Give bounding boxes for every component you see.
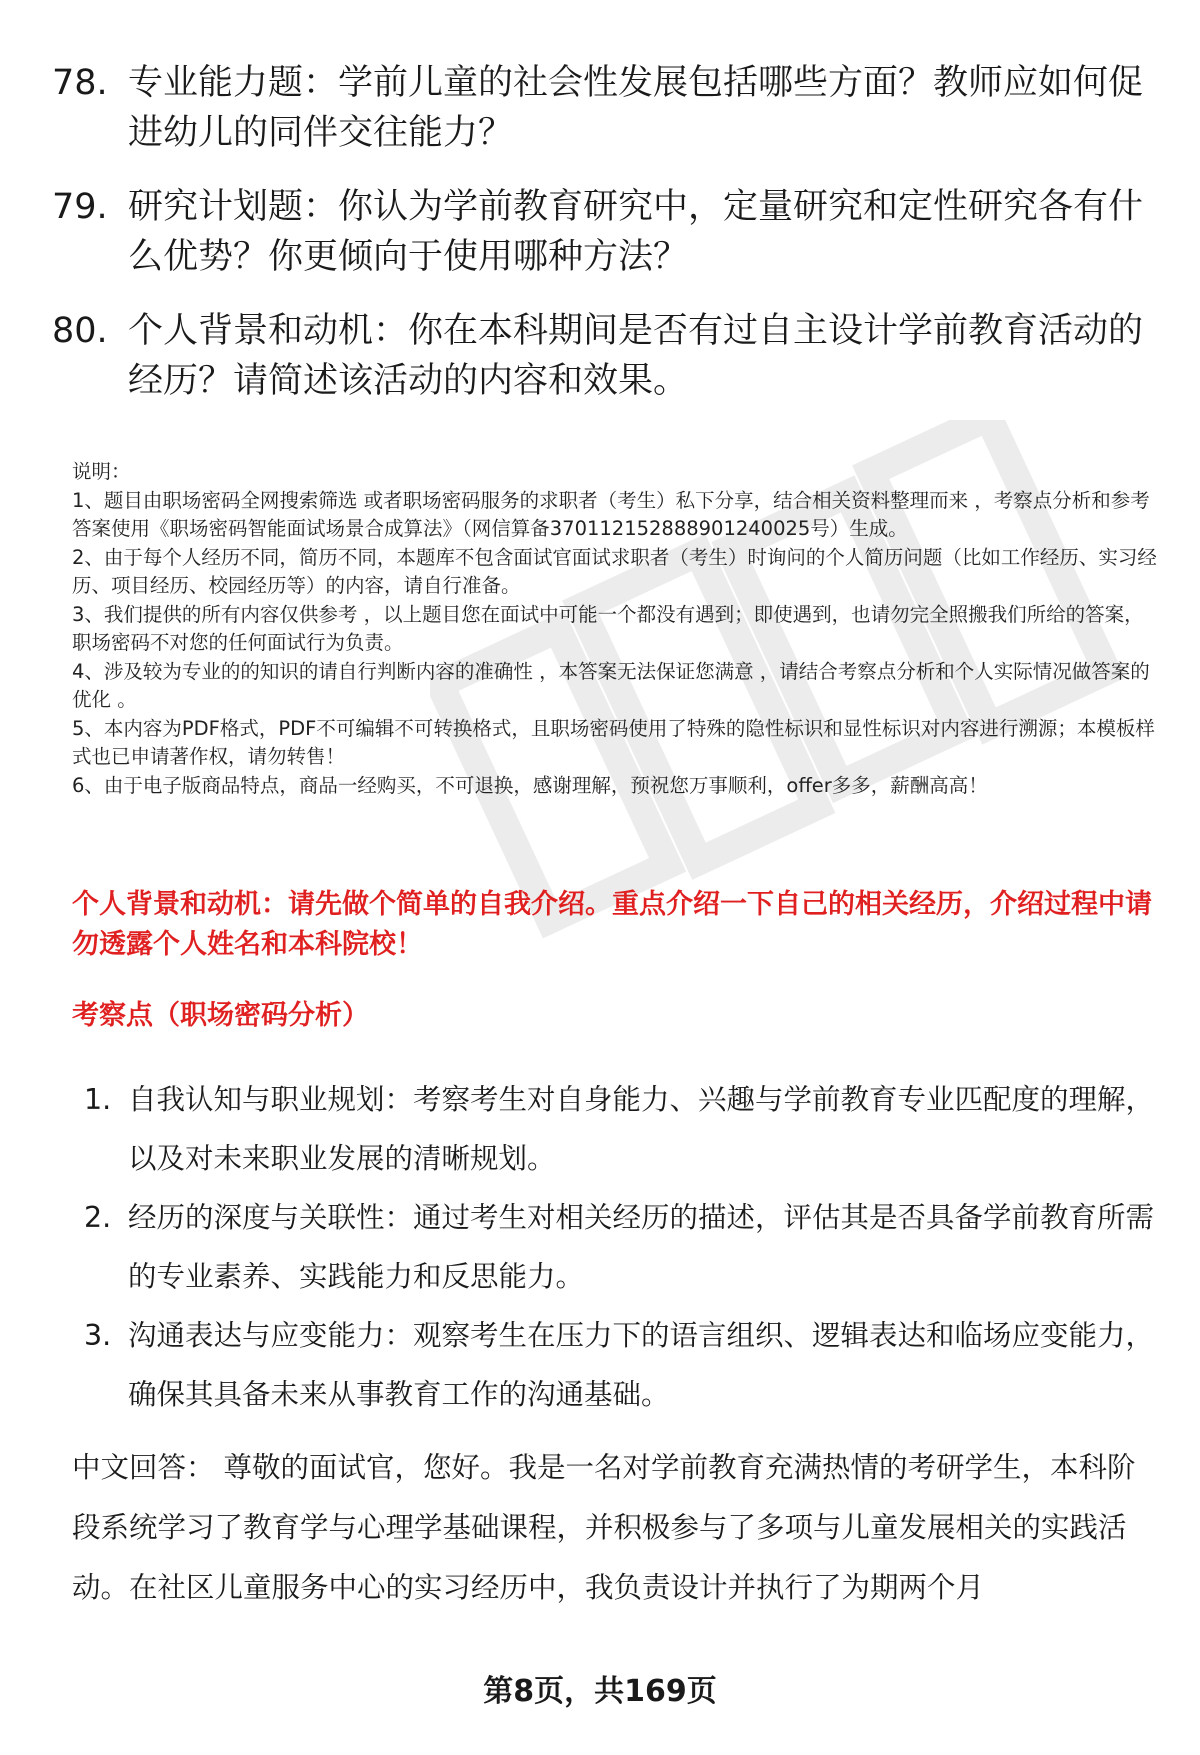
- question-list: [52, 58, 1162, 430]
- analysis-point: [84, 1070, 1164, 1188]
- note-item: 1、题目由职场密码全网搜索筛选 或者职场密码服务的求职者（考生）私下分享，结合相关资料整理而来 ，考察点分析和参考答案使用《职场密码智能面试场景合成算法》（网信算备370112152888901240025号）生成。: [72, 488, 1150, 540]
- note-item: 4、涉及较为专业的的知识的请自行判断内容的准确性 ，本答案无法保证您满意 ，请结合考察点分析和个人实际情况做答案的优化 。: [72, 659, 1150, 711]
- page-footer: 第8页，共169页: [483, 1674, 717, 1709]
- point-number: 1.: [84, 1083, 112, 1116]
- analysis-points: [84, 1070, 1164, 1424]
- question-item: [52, 58, 1162, 158]
- question-text: 个人背景和动机：你在本科期间是否有过自主设计学前教育活动的经历？请简述该活动的内容和效果。: [128, 311, 1144, 401]
- note-item: 2、由于每个人经历不同，简历不同，本题库不包含面试官面试求职者（考生）时询问的个人简历问题（比如工作经历、实习经历、项目经历、校园经历等）的内容，请自行准备。: [72, 545, 1157, 597]
- question-item: [52, 182, 1162, 282]
- analysis-point: [84, 1306, 1164, 1424]
- note-item: 5、本内容为PDF格式，PDF不可编辑不可转换格式，且职场密码使用了特殊的隐性标识和显性标识对内容进行溯源；本模板样式也已申请著作权，请勿转售！: [72, 716, 1155, 768]
- point-text: 沟通表达与应变能力：观察考生在压力下的语言组织、逻辑表达和临场应变能力，确保其具备未来从事教育工作的沟通基础。: [128, 1319, 1155, 1411]
- note-item: 6、由于电子版商品特点，商品一经购买，不可退换，感谢理解，预祝您万事顺利，offer多多，薪酬高高！: [72, 773, 988, 797]
- point-text: 经历的深度与关联性：通过考生对相关经历的描述，评估其是否具备学前教育所需的专业素养、实践能力和反思能力。: [128, 1201, 1155, 1293]
- question-text: 研究计划题：你认为学前教育研究中，定量研究和定性研究各有什么优势？你更倾向于使用哪种方法？: [128, 187, 1144, 277]
- question-text: 专业能力题：学前儿童的社会性发展包括哪些方面？教师应如何促进幼儿的同伴交往能力？: [128, 63, 1144, 153]
- point-number: 2.: [84, 1201, 112, 1234]
- answer-paragraph: 中文回答： 尊敬的面试官，您好。我是一名对学前教育充满热情的考研学生，本科阶段系统学习了教育学与心理学基础课程，并积极参与了多项与儿童发展相关的实践活动。在社区儿童服务中心的实习经历中，我负责设计并执行了为期两个月: [72, 1451, 1136, 1604]
- question-item: [52, 306, 1162, 406]
- point-text: 自我认知与职业规划：考察考生对自身能力、兴趣与学前教育专业匹配度的理解，以及对未来职业发展的清晰规划。: [128, 1083, 1155, 1175]
- question-number: 80.: [52, 311, 108, 351]
- section-subheading: 考察点（职场密码分析）: [72, 1000, 369, 1031]
- point-number: 3.: [84, 1319, 112, 1352]
- notes-section: [72, 458, 1160, 800]
- analysis-point: [84, 1188, 1164, 1306]
- question-number: 78.: [52, 63, 108, 103]
- notes-title: 说明：: [72, 460, 131, 483]
- note-item: 3、我们提供的所有内容仅供参考 ，以上题目您在面试中可能一个都没有遇到；即使遇到，也请勿完全照搬我们所给的答案，职场密码不对您的任何面试行为负责。: [72, 602, 1144, 654]
- question-number: 79.: [52, 187, 108, 227]
- section-heading: 个人背景和动机：请先做个简单的自我介绍。重点介绍一下自己的相关经历，介绍过程中请勿透露个人姓名和本科院校！: [72, 889, 1152, 960]
